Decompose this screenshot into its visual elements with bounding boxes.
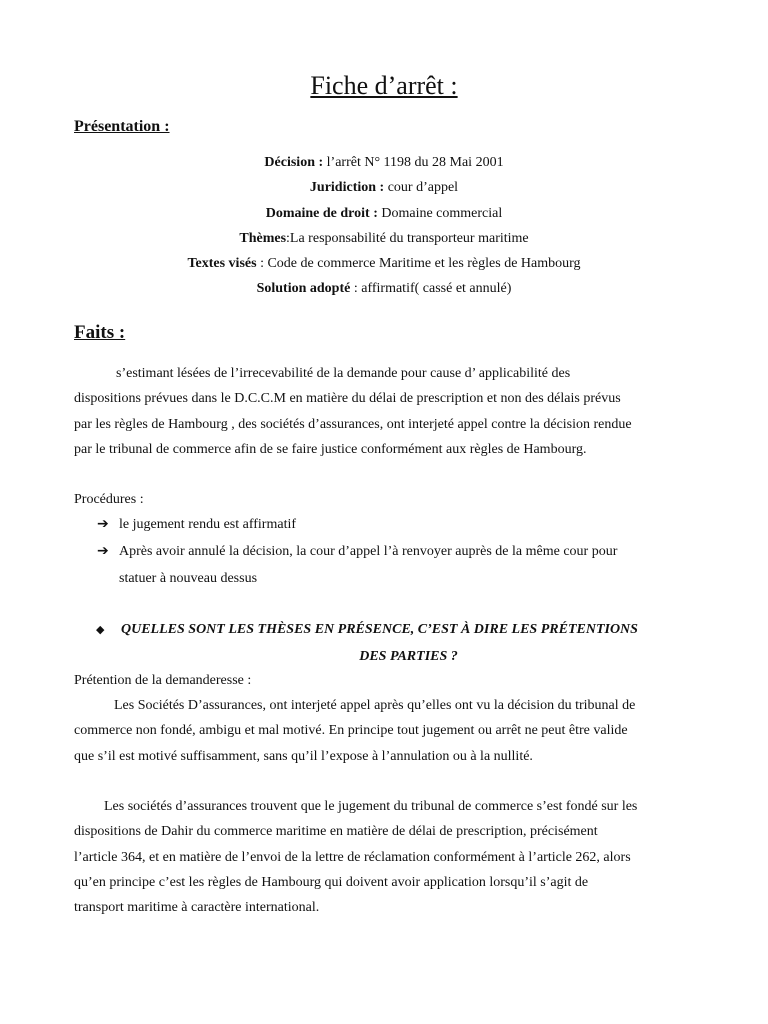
faits-line: par les règles de Hambourg , des sociétés d’assurances, ont interjeté appel contre la décision rendue (74, 416, 632, 432)
pretention-line: dispositions de Dahir du commerce maritime en matière de délai de prescription, précisément (74, 824, 598, 840)
faits-line: s’estimant lésées de l’irrecevabilité de la demande pour cause d’ applicabilité des (116, 366, 571, 381)
solution-value: : affirmatif( cassé et annulé) (353, 281, 512, 297)
pretention-paragraph-2 (74, 794, 696, 920)
question-line-1: QUELLES SONT LES THÈSES EN PRÉSENCE, C’EST À DIRE LES PRÉTENTIONS (121, 622, 638, 637)
domaine-label: Domaine de droit : (265, 205, 378, 221)
procedure-item-continuation: statuer à nouveau dessus (119, 571, 258, 586)
pretention-line: transport maritime à caractère international. (74, 900, 320, 916)
presentation-heading: Présentation : (74, 118, 170, 135)
pretention-line: commerce non fondé, ambigu et mal motivé. En principe tout jugement ou arrêt ne peut être valide (74, 723, 628, 739)
decision-label: Décision : (264, 155, 324, 170)
right-arrow-icon: ➔ (97, 543, 109, 559)
themes-row (0, 226, 768, 251)
juridiction-value: cour d’appel (387, 180, 459, 196)
themes-label: Thèmes (239, 230, 287, 246)
decision-row (0, 150, 768, 175)
textes-label: Textes visés (187, 256, 257, 272)
question-line-2: DES PARTIES ? (359, 649, 458, 664)
themes-value: :La responsabilité du transporteur maritime (286, 230, 529, 246)
pretention-line: qu’en principe c’est les règles de Hambourg qui doivent avoir application lorsqu’il s’agit de (74, 874, 589, 890)
domaine-row (0, 201, 768, 226)
faits-line: par le tribunal de commerce afin de se faire justice conformément aux règles de Hambourg. (74, 441, 587, 457)
faits-paragraph (74, 361, 696, 462)
question-heading (96, 616, 696, 670)
diamond-icon: ◆ (96, 623, 105, 636)
procedure-item (97, 538, 617, 592)
faits-line: dispositions prévues dans le D.C.C.M en matière du délai de prescription et non des délais prévus (74, 391, 621, 407)
juridiction-row (0, 175, 768, 200)
procedure-item-text: le jugement rendu est affirmatif (119, 517, 297, 532)
solution-row (0, 276, 768, 301)
page-title: Fiche d’arrêt : (310, 71, 458, 100)
pretention-line: Les sociétés d’assurances trouvent que le jugement du tribunal de commerce s’est fondé sur les (104, 799, 638, 814)
pretention-line: Les Sociétés D’assurances, ont interjeté appel après qu’elles ont vu la décision du tribunal de (114, 698, 636, 713)
textes-value: : Code de commerce Maritime et les règles de Hambourg (260, 256, 581, 272)
procedure-item-text: Après avoir annulé la décision, la cour d’appel l’à renvoyer auprès de la même cour pour (119, 544, 618, 559)
textes-row (0, 251, 768, 276)
faits-heading: Faits : (74, 322, 126, 343)
juridiction-label: Juridiction : (309, 180, 385, 196)
presentation-details (0, 150, 768, 302)
pretention-line: l’article 364, et en matière de l’envoi de la lettre de réclamation conformément à l’article 262, alors (74, 849, 631, 865)
procedure-item (97, 511, 296, 538)
pretention-line: que s’il est motivé suffisamment, sans qu’il l’expose à l’annulation ou à la nullité. (74, 748, 533, 764)
pretention-paragraph-1 (74, 693, 696, 769)
decision-value: l’arrêt N° 1198 du 28 Mai 2001 (326, 155, 504, 170)
domaine-value: Domaine commercial (381, 205, 503, 221)
solution-label: Solution adopté (256, 281, 351, 297)
pretention-label: Prétention de la demanderesse : (74, 673, 252, 688)
procedures-label: Procédures : (74, 492, 144, 507)
right-arrow-icon: ➔ (97, 516, 109, 532)
